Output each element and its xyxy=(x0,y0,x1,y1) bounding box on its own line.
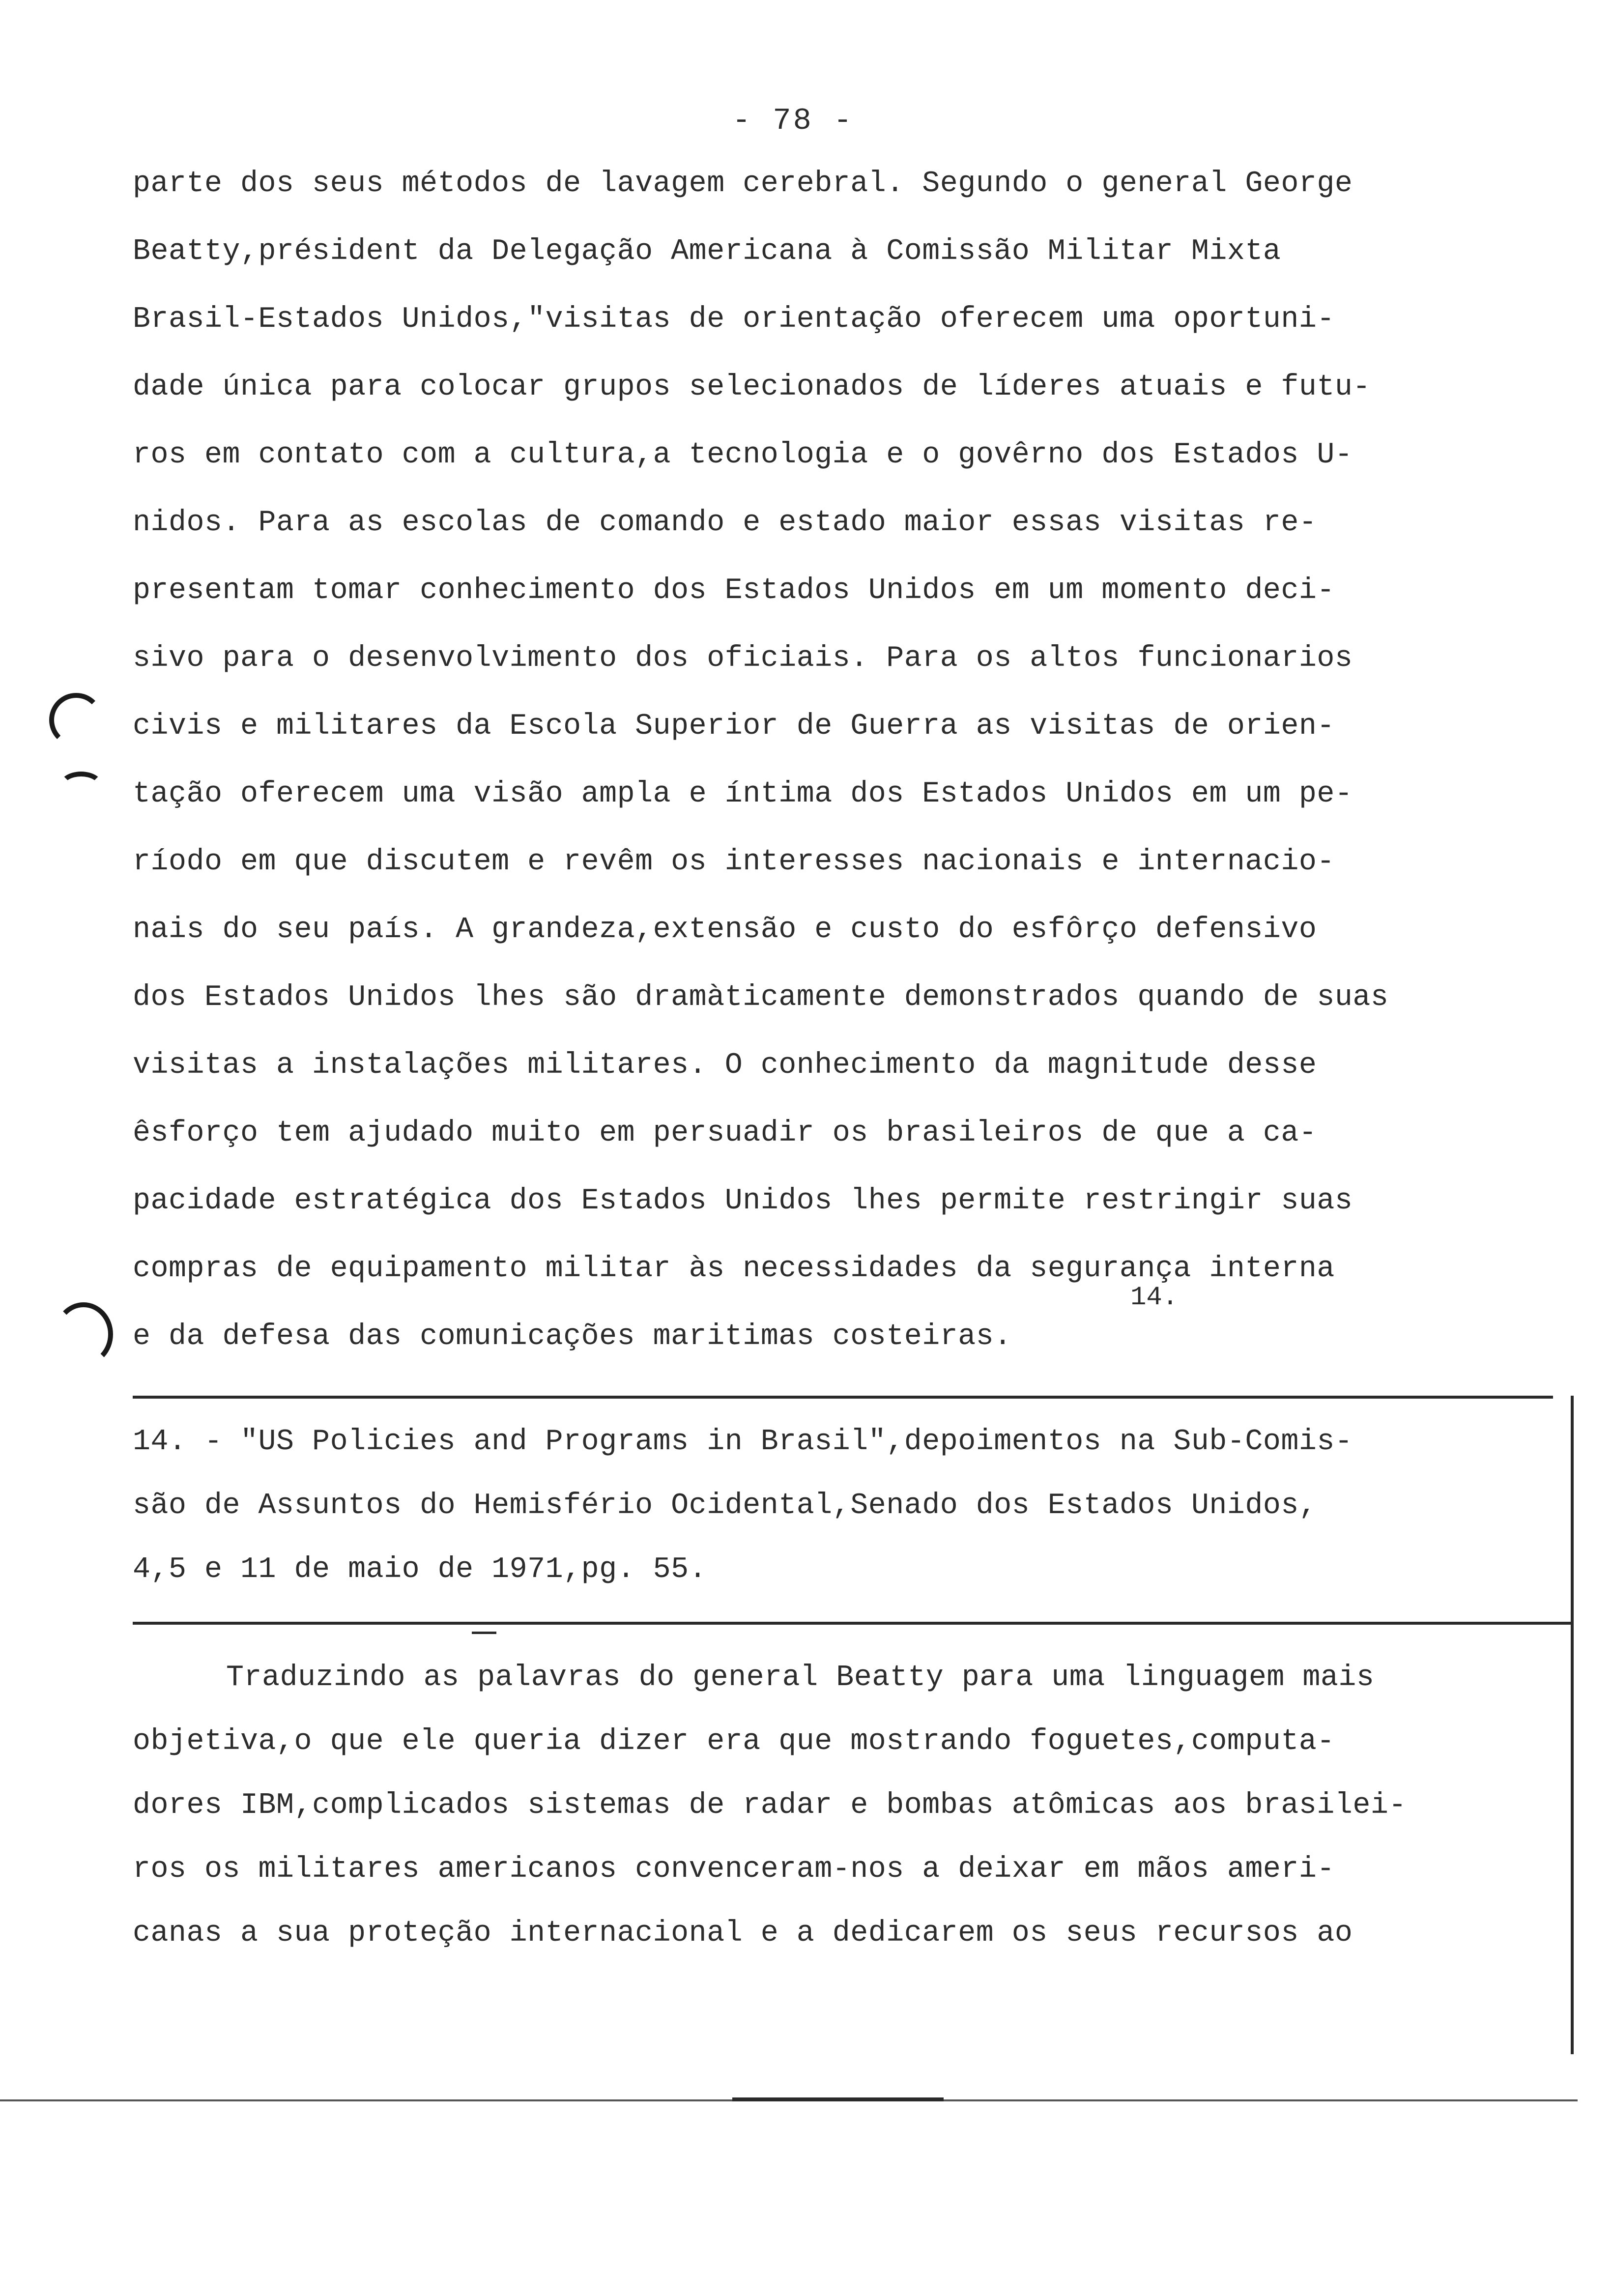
text-line: dos Estados Unidos lhes são dramàticamente demonstrados quando de suas xyxy=(133,981,1389,1014)
footnote-line: são de Assuntos do Hemisfério Ocidental,Senado dos Estados Unidos, xyxy=(133,1489,1317,1522)
text-line: sivo para o desenvolvimento dos oficiais. Para os altos funcionarios xyxy=(133,642,1353,675)
text-line: tação oferecem uma visão ampla e íntima dos Estados Unidos em um pe- xyxy=(133,777,1353,811)
margin-mark xyxy=(59,772,103,801)
text-line: objetiva,o que ele queria dizer era que mostrando foguetes,computa- xyxy=(133,1725,1335,1758)
page-number: - 78 - xyxy=(732,103,854,138)
margin-mark xyxy=(49,693,103,747)
text-line: parte dos seus métodos de lavagem cerebral. Segundo o general George xyxy=(133,167,1353,201)
text-line: nais do seu país. A grandeza,extensão e custo do esfôrço defensivo xyxy=(133,913,1317,947)
text-line: Beatty,président da Delegação Americana à Comissão Militar Mixta xyxy=(133,235,1281,268)
tick-mark xyxy=(472,1632,496,1634)
footnote-top-rule xyxy=(133,1396,1553,1399)
text-line: ros em contato com a cultura,a tecnologia e o govêrno dos Estados U- xyxy=(133,438,1353,472)
text-line: presentam tomar conhecimento dos Estados Unidos em um momento deci- xyxy=(133,574,1335,607)
footnote-reference: 14. xyxy=(1130,1283,1179,1313)
text-line: ríodo em que discutem e revêm os interesses nacionais e internacio- xyxy=(133,845,1335,879)
text-line: canas a sua proteção internacional e a dedicarem os seus recursos ao xyxy=(133,1917,1353,1950)
footnote-line: 4,5 e 11 de maio de 1971,pg. 55. xyxy=(133,1553,707,1586)
text-line: Traduzindo as palavras do general Beatty para uma linguagem mais xyxy=(226,1661,1375,1694)
text-line: nidos. Para as escolas de comando e estado maior essas visitas re- xyxy=(133,506,1317,540)
right-margin-line xyxy=(1571,1396,1574,2054)
text-line: visitas a instalações militares. O conhecimento da magnitude desse xyxy=(133,1049,1317,1082)
bottom-margin-line xyxy=(732,2097,944,2101)
text-line: Brasil-Estados Unidos,"visitas de orientação oferecem uma oportuni- xyxy=(133,303,1335,336)
text-line: dade única para colocar grupos selecionados de líderes atuais e futu- xyxy=(133,371,1371,404)
text-line: êsforço tem ajudado muito em persuadir os brasileiros de que a ca- xyxy=(133,1117,1317,1150)
text-line: civis e militares da Escola Superior de Guerra as visitas de orien- xyxy=(133,710,1335,743)
text-line: dores IBM,complicados sistemas de radar e bombas atômicas aos brasilei- xyxy=(133,1789,1407,1822)
text-line: ros os militares americanos convenceram-nos a deixar em mãos ameri- xyxy=(133,1853,1335,1886)
footnote-line: 14. - "US Policies and Programs in Brasil",depoimentos na Sub-Comis- xyxy=(133,1425,1353,1459)
text-line: e da defesa das comunicações maritimas costeiras. xyxy=(133,1320,1012,1353)
footnote-bottom-rule xyxy=(133,1622,1573,1625)
text-line: pacidade estratégica dos Estados Unidos lhes permite restringir suas xyxy=(133,1184,1353,1218)
text-line: compras de equipamento militar às necessidades da segurança interna xyxy=(133,1252,1335,1286)
margin-mark xyxy=(54,1302,113,1366)
